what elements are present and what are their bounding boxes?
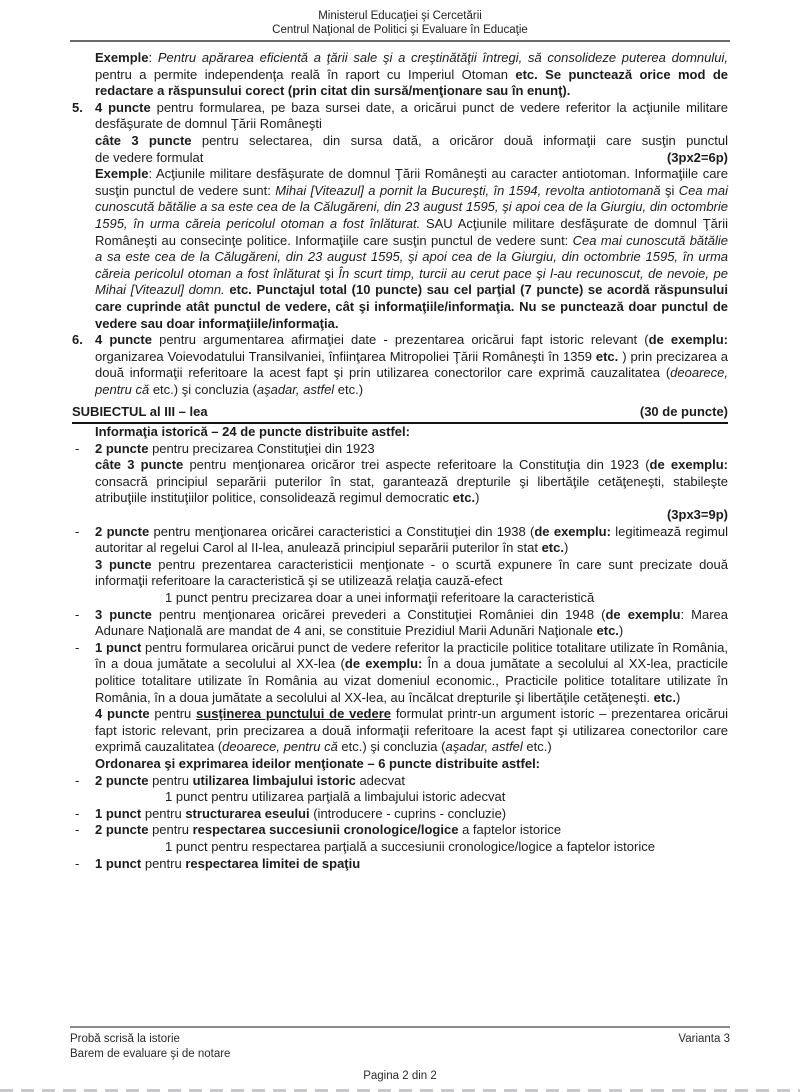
text-segment: de exemplu: — [649, 457, 728, 473]
text-segment: Exemple — [95, 50, 149, 65]
text-segment: (3px3=9p) — [666, 507, 728, 523]
list-marker: - — [75, 855, 80, 871]
text-segment: : Marea Adunare Naţională are mandat de 4 ani, se constituie Prezidiul Marii Adunări Naţionale — [95, 606, 728, 639]
list-marker: - — [75, 639, 80, 655]
footer-exam-name: Probă scrisă la istorie — [70, 1033, 180, 1045]
text-segment: etc.) — [334, 381, 364, 397]
text-segment: pentru menţionarea oricăror trei aspecte referitoare la Constituţia din 1923 ( — [183, 457, 650, 473]
text-segment: aşadar, astfel — [445, 739, 523, 755]
header-institution: Centrul Naţional de Politici şi Evaluare în Educaţie — [272, 24, 528, 36]
text-segment: pentru menţionarea oricărei prevederi a Constituţiei României din 1948 ( — [151, 606, 606, 622]
rubric-chronology — [72, 822, 728, 839]
rubric-language-partial — [72, 789, 728, 806]
text-segment: şi — [319, 265, 339, 281]
rubric-language — [72, 773, 728, 790]
line-right — [667, 150, 728, 167]
text-segment: deoarece, pentru că — [95, 365, 728, 397]
rubric-1923 — [72, 441, 728, 458]
page-header — [0, 0, 800, 37]
text-segment: etc.) şi concluzia ( — [337, 739, 446, 755]
text-segment: pentru formularea, pe baza sursei date, a oricărui punct de vedere referitor la acţiunile militare desfăşurate de domnul Ţării Româneşti — [95, 99, 728, 132]
list-marker: 6. — [72, 332, 83, 348]
footer-variant: Varianta 3 — [678, 1033, 730, 1045]
text-segment: 1 punct — [95, 805, 142, 821]
text-segment: etc. Punctajul total (10 puncte) sau cel parţial (7 puncte) se acordă răspunsului care cuprinde atât punctul de vedere, cât şi informaţiile/informaţia. Nu se punctează doar punctul de vedere sau doar informaţiile/informaţia. — [95, 282, 728, 331]
text-segment: etc. — [653, 689, 676, 705]
line-left — [95, 150, 203, 167]
text-segment: În a doua jumătate a secolului al XX-lea, practicile politice totalitare utilizate în România au vizat domeniul economic., Practicile politice totalitare utilizate în România, în a doua jumătate a secolului al XX-lea, au încălcat drepturile şi libertăţile cetăţeneşti. — [95, 656, 729, 705]
rubric-space-limit — [72, 856, 728, 873]
text-segment: 4 puncte — [95, 706, 150, 722]
footer-row — [70, 1032, 730, 1047]
text-segment: 2 puncte — [95, 440, 149, 456]
text-segment: şi — [660, 182, 679, 198]
rubric-viewpoint — [72, 640, 728, 706]
text-segment: structurarea eseului — [185, 805, 310, 821]
text-segment: etc. — [541, 540, 564, 556]
rubric-1938-partial — [72, 590, 728, 607]
text-segment: etc. Se punctează orice mod de redactare a răspunsului corect (prin citat din sursă/menţionare sau în enunţ). — [95, 66, 728, 99]
text-segment: Pentru apărarea eficientă a ţării sale şi a creştinătăţii întregi, să consolideze puterea domnului, — [157, 50, 728, 65]
text-segment: pentru selectarea, din sursa dată, a oricăror două informaţii care susţin punctul — [191, 132, 728, 148]
text-segment: În scurt timp, turcii au cerut pace şi l-au recunoscut, de nevoie, pe Mihai [Viteazul] domn. — [95, 265, 728, 298]
text-segment: respectarea succesiunii cronologice/logice — [192, 822, 459, 838]
page-footer — [70, 1026, 730, 1084]
text-segment: 2 puncte — [95, 822, 149, 838]
header-divider — [70, 40, 730, 42]
text-segment: Ordonarea şi exprimarea ideilor menţionate – 6 puncte distribuite astfel: — [95, 755, 541, 771]
document-body — [72, 50, 728, 872]
rubric-1938 — [72, 524, 728, 557]
item-5-points-line — [72, 150, 728, 167]
info-istorica-heading — [72, 424, 728, 441]
text-segment: ) — [563, 540, 569, 556]
text-segment: ) — [475, 490, 480, 506]
text-segment: 1 punct pentru precizarea doar a unei informaţii referitoare la caracteristică — [165, 590, 595, 605]
examples-paragraph — [72, 50, 728, 100]
text-segment: legitimează regimul autoritar al regelui Carol al II-lea, anulează principiul separării puterilor în stat — [95, 523, 728, 556]
text-segment: etc.) şi concluzia ( — [149, 381, 257, 397]
rubric-argument — [72, 706, 728, 756]
text-segment: pentru precizarea Constituţiei din 1923 — [148, 440, 375, 456]
text-segment: 4 puncte — [95, 99, 151, 115]
text-segment: pentru — [141, 855, 186, 871]
text-segment: etc. — [595, 348, 619, 364]
text-segment: : Acţiunile militare desfăşurate de domnul Ţării Româneşti au caracter antiotoman. Informaţiile care susţin punctul de vedere sunt: — [95, 166, 728, 198]
footer-divider — [70, 1026, 730, 1028]
text-segment: de exemplu — [605, 606, 681, 622]
list-marker: - — [75, 440, 80, 456]
rubric-structure — [72, 806, 728, 823]
rubric-1948 — [72, 607, 728, 640]
text-segment: ) prin precizarea a două informaţii referitoare la acest fapt şi prin utilizarea conectorilor care exprimă cauzalitatea ( — [95, 348, 728, 381]
list-marker: - — [75, 805, 80, 821]
list-marker: - — [75, 822, 80, 838]
header-ministry: Ministerul Educaţiei şi Cercetării — [318, 10, 482, 22]
text-segment: adecvat — [355, 772, 405, 788]
text-segment: Cea mai cunoscută bătălie a sa este cea de la Călugăreni, din 23 august 1595, şi apoi cea de la Giurgiu, din octombrie 1595, în urma căreia pericolul otoman a fost înlăturat. — [95, 182, 728, 231]
text-segment: pentru formularea oricărui punct de vedere referitor la practicile politice totalitare utilizate în România, în a doua jumătate a secolului al XX-lea ( — [95, 639, 728, 672]
text-segment: deoarece, pentru că — [222, 739, 338, 755]
list-marker: 5. — [72, 99, 83, 115]
text-segment: organizarea Voievodatului Transilvaniei, înfiinţarea Mitropoliei Ţării Româneşti în 1359 — [95, 348, 596, 364]
text-segment: aşadar, astfel — [256, 381, 335, 397]
item-6 — [72, 332, 728, 398]
text-segment: Cea mai cunoscută bătălie a sa este cea de la Călugăreni, din 23 august 1595, şi apoi cea de la Giurgiu, din octombrie 1595, în urma căreia pericolul otoman a fost înlăturat — [95, 232, 729, 281]
text-segment: câte 3 puncte — [95, 457, 184, 473]
text-segment: 2 puncte — [95, 523, 150, 539]
list-marker: - — [75, 772, 80, 788]
text-segment: pentru prezentarea caracteristicii menţionate - o scurtă expunere în care sunt precizate două informaţii referitoare la caracteristică şi se utilizează relaţia cauză-efect — [95, 556, 728, 589]
text-segment: : — [148, 50, 158, 65]
list-marker: - — [75, 523, 80, 539]
text-segment: 1 punct pentru respectarea parţială a succesiunii cronologice/logice a faptelor istorice — [165, 838, 655, 854]
text-segment: etc. — [596, 623, 619, 639]
text-segment: 1 punct — [95, 639, 142, 655]
text-segment: pentru — [149, 706, 197, 722]
item-5-examples — [72, 166, 728, 332]
text-segment: 3 puncte — [95, 606, 152, 622]
text-segment: Mihai [Viteazul] a pornit la Bucureşti, în 1594, revolta antiotomană — [275, 182, 661, 198]
ordering-heading — [72, 756, 728, 773]
text-segment: pentru argumentarea afirmaţiei date - prezentarea oricărui fapt istoric relevant ( — [151, 332, 649, 348]
text-segment: de exemplu: — [534, 523, 611, 539]
rubric-1938-present — [72, 557, 728, 590]
text-segment: Exemple — [95, 166, 149, 182]
subject-3-heading — [72, 404, 728, 424]
item-5 — [72, 100, 728, 133]
text-segment: etc. — [452, 490, 476, 506]
text-segment: de exemplu: — [648, 332, 728, 348]
text-segment: 4 puncte — [95, 332, 152, 348]
text-segment: de exemplu: — [344, 656, 423, 672]
text-segment: utilizarea limbajului istoric — [192, 772, 356, 788]
text-segment: 2 puncte — [95, 772, 149, 788]
text-segment: (30 de puncte) — [639, 404, 728, 420]
text-segment: 1 punct pentru utilizarea parţială a limbajului istoric adecvat — [165, 789, 506, 805]
line-left — [72, 404, 208, 421]
text-segment: formulat printr-un argument istoric – prezentarea oricărui fapt istoric relevant, prin precizarea a două informaţii referitoare la acest fapt şi utilizarea conectorilor care exprimă cauzalitatea ( — [95, 706, 728, 755]
text-segment: susţinerea punctului de vedere — [196, 706, 392, 722]
text-segment: pentru menţionarea oricărei caracteristici a Constituţiei din 1938 ( — [149, 523, 535, 539]
line-right — [640, 404, 728, 421]
rubric-chronology-partial — [72, 839, 728, 856]
text-segment: ) — [676, 689, 681, 705]
text-segment: SAU Acţiunile militare desfăşurate de domnul Ţării Româneşti au consecinţe politice. Informaţiile care susţin punctul de vedere sunt: — [95, 215, 728, 248]
text-segment: 3 puncte — [95, 556, 152, 572]
text-segment: câte 3 puncte — [95, 132, 192, 148]
points-3x3 — [72, 507, 728, 524]
item-5-subrule — [72, 133, 728, 150]
footer-document-type: Barem de evaluare şi de notare — [70, 1048, 231, 1060]
text-segment: Informaţia istorică – 24 de puncte distribuite astfel: — [95, 424, 410, 440]
text-segment: pentru — [141, 805, 186, 821]
text-segment: consacră principiul separării puterilor în stat, garantează drepturile şi libertăţile cetăţeneşti, stabileşte atribuţiile instituţiilor politice, consolidează regimul democratic — [95, 473, 728, 506]
text-segment: respectarea limitei de spaţiu — [185, 855, 361, 871]
rubric-1923-aspects — [72, 457, 728, 507]
text-segment: de vedere formulat — [95, 149, 204, 165]
list-marker: - — [75, 606, 80, 622]
page-number: Pagina 2 din 2 — [363, 1070, 437, 1082]
text-segment: etc.) — [522, 739, 552, 755]
text-segment: (introducere - cuprins - concluzie) — [309, 805, 507, 821]
text-segment: pentru — [148, 772, 193, 788]
text-segment: pentru a permite independenţa reală în raport cu Imperiul Otoman — [95, 66, 516, 82]
text-segment: ) — [618, 623, 624, 639]
text-segment: SUBIECTUL al III – lea — [72, 404, 208, 420]
text-segment: 1 punct — [95, 855, 142, 871]
text-segment: pentru — [148, 822, 193, 838]
text-segment: a faptelor istorice — [458, 822, 562, 838]
text-segment: (3px2=6p) — [666, 149, 728, 165]
